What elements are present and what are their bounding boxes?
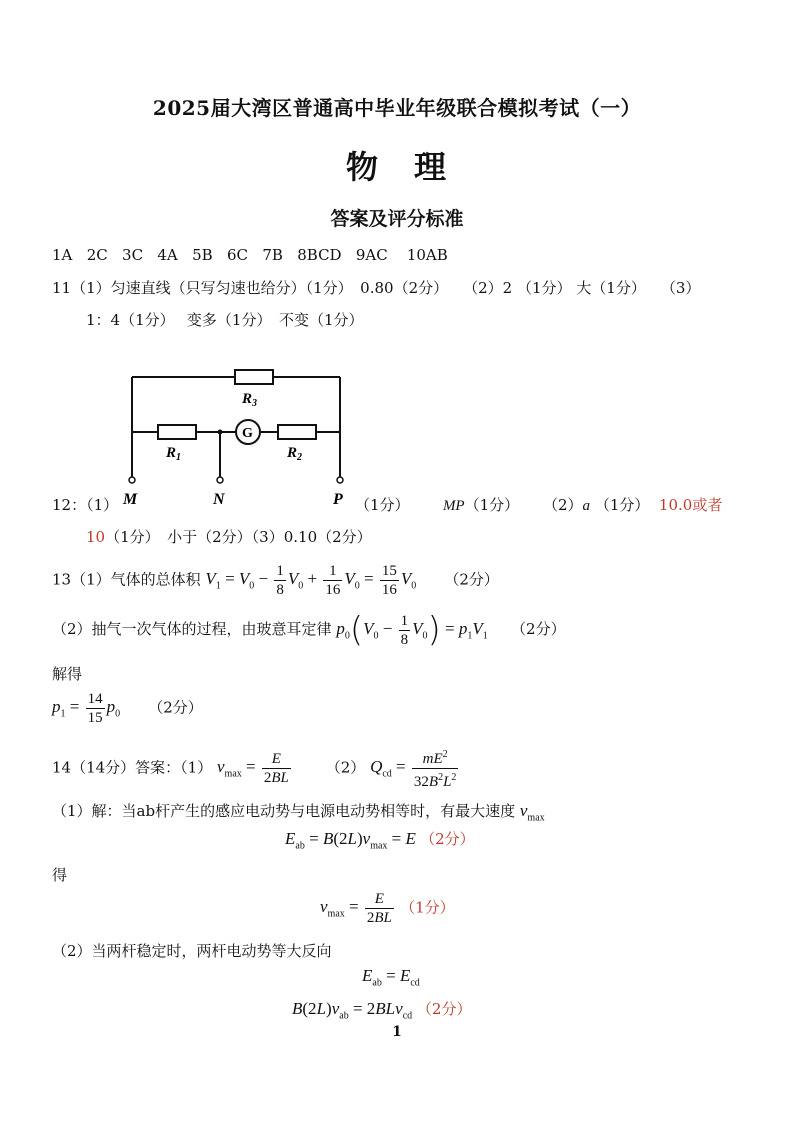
subject-title: 物 理 <box>345 148 448 186</box>
label-r3: $R_3$ <box>242 391 258 409</box>
q14-score: （2分） <box>416 1000 472 1018</box>
q14-eq4: $B(2L)v_{ab} = 2BLv_{cd}$ <box>292 999 413 1022</box>
q14-eq-qcd: $Q_{cd}$ = $\frac{mE^2}{32B^2L^2}$ <box>370 757 460 776</box>
q13-line3 <box>52 690 203 727</box>
label-p: P <box>333 491 343 508</box>
label-n: N <box>213 491 225 508</box>
q12-score: （1分） <box>594 496 650 514</box>
q12-red-answer: 10.0或者 <box>658 496 723 514</box>
q14-line3: （2）当两杆稳定时，两杆电动势等大反向 <box>52 942 332 960</box>
q12-score: （1分） <box>355 496 410 514</box>
resistor-r3 <box>235 370 273 384</box>
mc-answer: 5B <box>192 246 213 264</box>
resistor-r2 <box>278 425 316 439</box>
mc-answer: 6C <box>226 246 249 264</box>
q12-line2-text: （1分） 小于（2分）（3）0.10（2分） <box>105 528 372 546</box>
q14-line1 <box>52 746 460 791</box>
mc-answer: 7B <box>262 246 283 264</box>
resistor-r1 <box>158 425 196 439</box>
q14-vmax-symbol: $v_{max}$ <box>519 801 545 824</box>
q13-score: （2分） <box>511 619 566 638</box>
q14-score: （2分） <box>420 830 475 848</box>
q14-line2 <box>52 800 545 823</box>
q12-part2: （2） <box>543 496 583 514</box>
mc-answer-row <box>52 246 448 264</box>
q12-label: 12：（1） <box>52 496 119 514</box>
q14-eq4-row <box>292 998 471 1021</box>
q12-score: （1分） <box>464 496 520 514</box>
q14-text: （2） <box>325 758 366 777</box>
q14-eq3-row <box>362 966 420 988</box>
terminal-p <box>337 477 343 483</box>
label-galvanometer: G <box>242 426 253 441</box>
circuit-diagram <box>110 355 360 510</box>
q14-eq3: $E_{ab} = E_{cd}$ <box>362 966 420 989</box>
mc-answer: 4A <box>157 246 178 264</box>
answer-subtitle: 答案及评分标准 <box>330 208 464 230</box>
q11-line1: 11（1）匀速直线（只写匀速也给分）（1分） 0.80（2分） （2）2 （1分） 大（1分） （3） <box>52 279 701 297</box>
q13-score: （2分） <box>444 570 499 589</box>
terminal-m <box>129 477 135 483</box>
q11-line2: 1：4（1分） 变多（1分） 不变（1分） <box>86 311 364 329</box>
q14-text: （1）解：当ab杆产生的感应电动势与电源电动势相等时，有最大速度 <box>52 802 516 820</box>
junction-dot <box>218 430 223 435</box>
q14-eq-vmax: $v_{max}$ = $\frac{E}{2BL}$ <box>217 751 289 786</box>
q13-text: （2）抽气一次气体的过程，由玻意耳定律 <box>52 619 332 638</box>
q12-mp: MP <box>442 498 465 514</box>
q14-eq1: $E_{ab} = B(2L)v_{max} = E$ <box>285 829 416 852</box>
mc-answer: 1A <box>52 246 73 264</box>
mc-answer: 3C <box>122 246 144 264</box>
q14-eq2: $v_{max}$ = $\frac{E}{2BL}$ <box>320 891 392 926</box>
q13-line1 <box>52 562 499 599</box>
q13-eq2: $p_0(V_0$ − $\frac{1}{8}$ $V_0) = p_1V_1$ <box>336 610 488 650</box>
q12-a: a <box>582 498 591 514</box>
q13-text: 13（1）气体的总体积 <box>52 570 201 589</box>
q12-line2 <box>86 526 372 547</box>
mc-answer: 8BCD <box>297 246 342 264</box>
label-r1: $R_1$ <box>166 445 182 463</box>
q13-jiede: 解得 <box>52 665 83 683</box>
q13-score: （2分） <box>148 698 203 717</box>
q14-text: 14（14分）答案：（1） <box>52 758 213 777</box>
terminal-n <box>217 477 223 483</box>
label-r2: $R_2$ <box>287 445 303 463</box>
q13-line2 <box>52 610 566 650</box>
q12-red-answer-2: 10 <box>86 528 106 546</box>
mc-answer: 2C <box>86 246 108 264</box>
q13-eq3: $p_1$ = $\frac{14}{15}$ $p_0$ <box>52 691 121 726</box>
page-number: 1 <box>392 1024 402 1040</box>
q13-eq1: $V_1 = V_0$ − $\frac{1}{8}$ $V_0$ + $\frac{1}{16}$ $V_0$ = $\frac{15}{16}$ $V_0$ <box>205 563 417 598</box>
q14-score: （1分） <box>400 898 455 917</box>
mc-answer: 9AC <box>355 246 388 264</box>
q12-line1 <box>355 494 722 515</box>
label-m: M <box>123 491 138 508</box>
q14-de: 得 <box>52 866 68 884</box>
q14-eq1-row <box>285 828 475 851</box>
mc-answer: 10AB <box>406 246 448 264</box>
q14-eq2-row <box>320 890 455 927</box>
exam-title: 2025届大湾区普通高中毕业年级联合模拟考试（一） <box>152 96 642 120</box>
